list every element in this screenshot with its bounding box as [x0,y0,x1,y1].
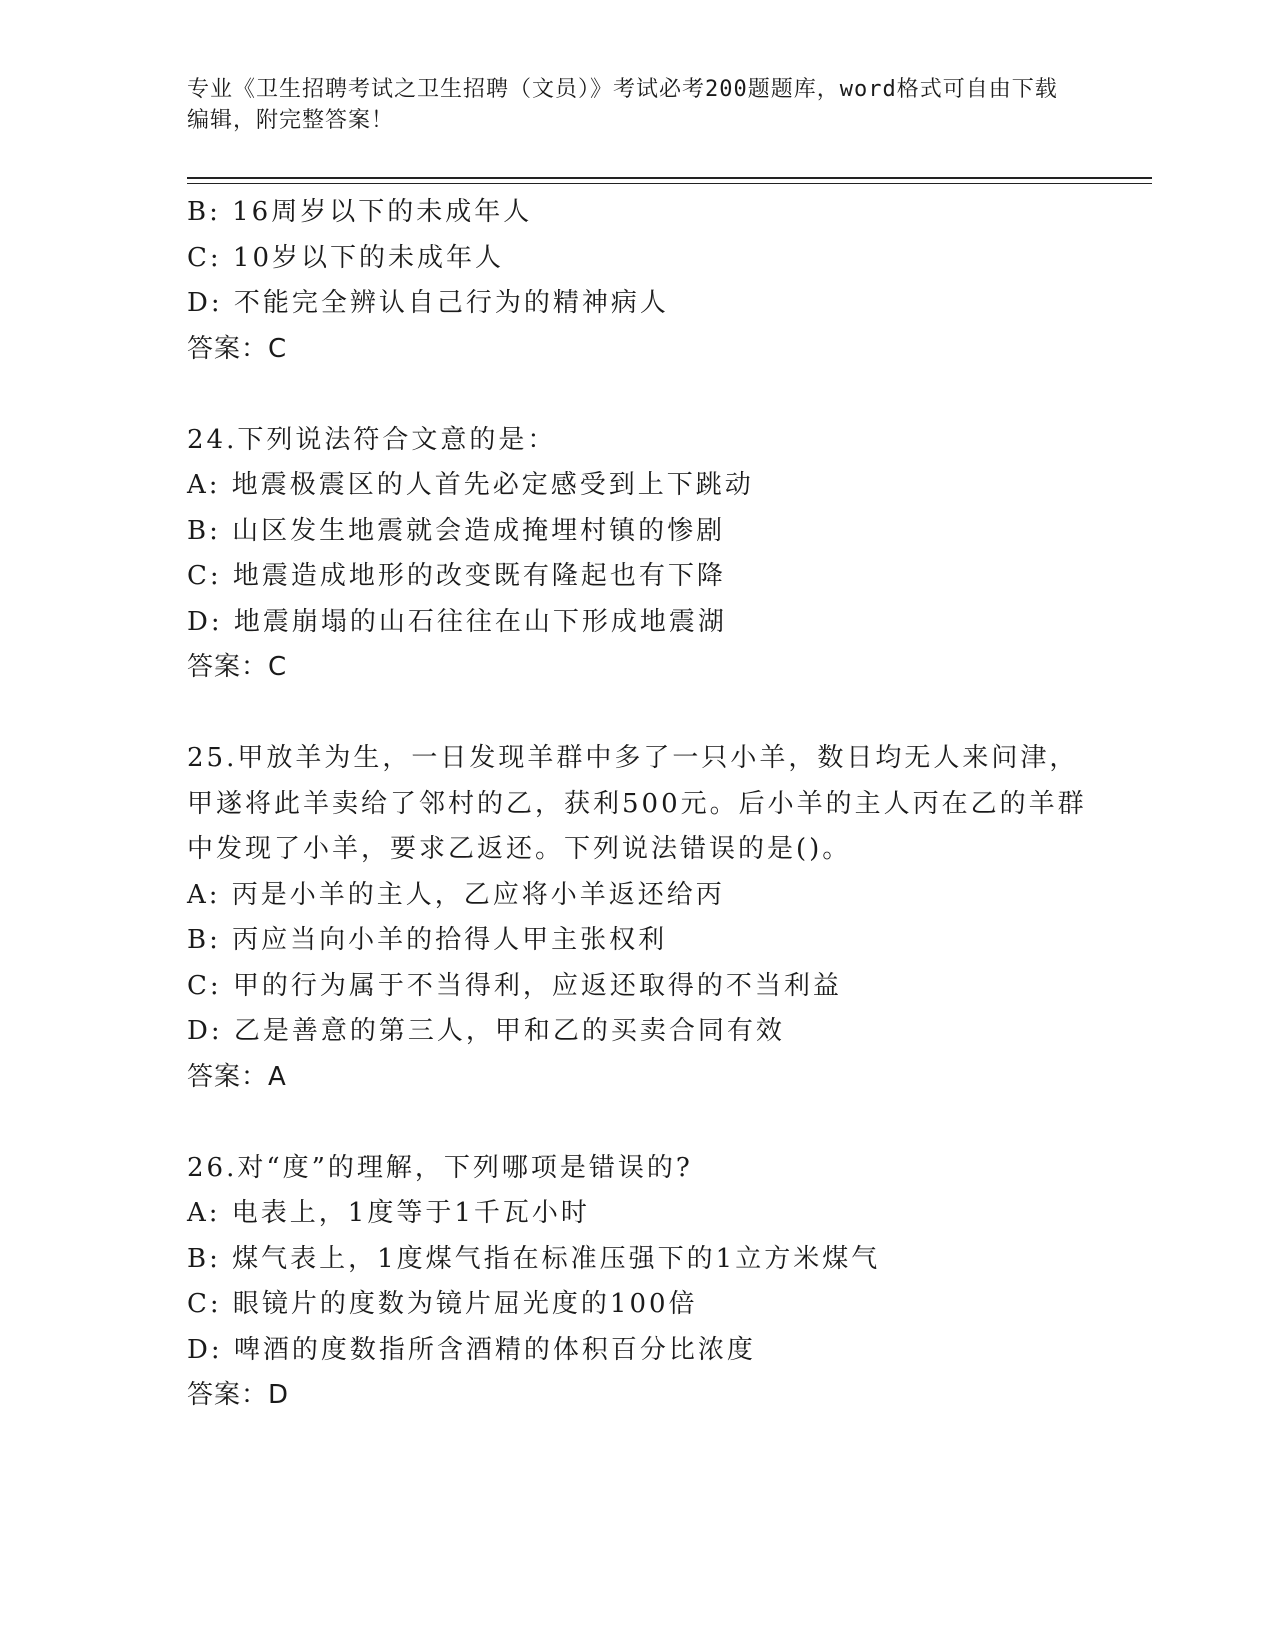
q24-option-d: D: 地震崩塌的山石往往在山下形成地震湖 [187,606,727,637]
header-divider-thin [187,183,1152,184]
q25-option-c: C: 甲的行为属于不当得利，应返还取得的不当利益 [187,970,842,1001]
q26-stem: 26.对“度”的理解，下列哪项是错误的? [187,1152,693,1183]
q24-option-b: B: 山区发生地震就会造成掩埋村镇的惨剧 [187,515,726,546]
header-divider-thick [187,177,1152,179]
spacer [187,691,1087,737]
spacer [187,1100,1087,1146]
q23-option-d: D: 不能完全辨认自己行为的精神病人 [187,288,669,318]
q26-option-d: D: 啤酒的度数指所含酒精的体积百分比浓度 [187,1334,756,1365]
q24-option-c: C: 地震造成地形的改变既有隆起也有下降 [187,561,726,591]
question-23-tail [187,190,1087,372]
document-header: 专业《卫生招聘考试之卫生招聘（文员）》考试必考200题题库，word格式可自由下载编辑，附完整答案！ [187,77,1058,133]
q25-stem: 25.甲放羊为生，一日发现羊群中多了一只小羊，数日均无人来问津，甲遂将此羊卖给了邻村的乙，获利500元。后小羊的主人丙在乙的羊群中发现了小羊，要求乙返还。下列说法错误的是()。 [187,743,1087,864]
q23-option-b: B: 16周岁以下的未成年人 [187,197,533,227]
q23-answer: 答案：C [187,333,288,364]
q26-answer: 答案：D [187,1380,290,1410]
q25-option-a: A: 丙是小羊的主人，乙应将小羊返还给丙 [187,879,725,910]
q25-option-b: B: 丙应当向小羊的拾得人甲主张权利 [187,925,668,955]
q23-option-c: C: 10岁以下的未成年人 [187,242,505,273]
q24-stem: 24.下列说法符合文意的是： [187,424,557,455]
q25-answer: 答案：A [187,1061,287,1092]
q24-answer: 答案：C [187,652,288,682]
question-25 [187,736,1087,1100]
q25-option-d: D: 乙是善意的第三人，甲和乙的买卖合同有效 [187,1016,785,1046]
q26-option-c: C: 眼镜片的度数为镜片屈光度的100倍 [187,1289,698,1319]
q26-option-a: A: 电表上，1度等于1千瓦小时 [187,1198,590,1228]
question-content [187,190,1087,1419]
spacer [187,372,1087,418]
question-24 [187,418,1087,691]
q26-option-b: B: 煤气表上，1度煤气指在标准压强下的1立方米煤气 [187,1243,881,1274]
q24-option-a: A: 地震极震区的人首先必定感受到上下跳动 [187,470,754,500]
question-26 [187,1146,1087,1419]
